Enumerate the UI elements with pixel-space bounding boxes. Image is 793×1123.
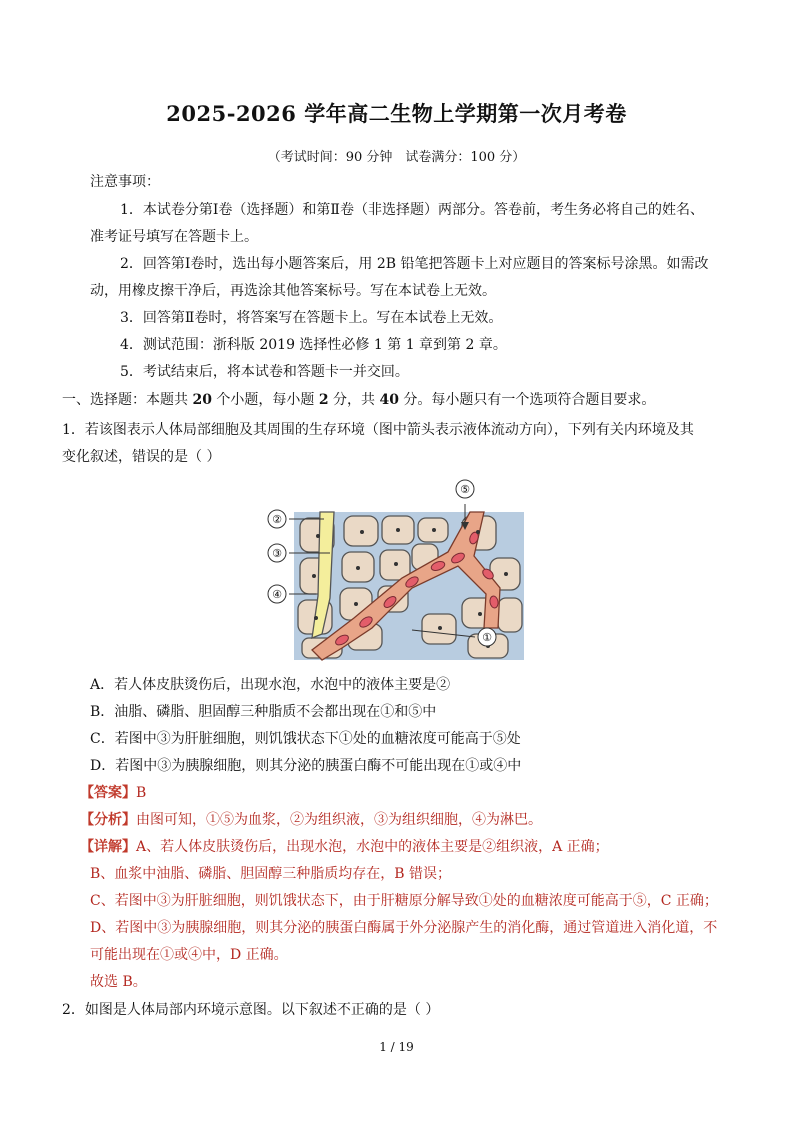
figure-label: ② — [272, 513, 282, 526]
figure-label: ⑤ — [460, 483, 470, 496]
question-2-stem: 2．如图是人体局部内环境示意图。以下叙述不正确的是（ ） — [62, 1002, 440, 1018]
figure-label: ④ — [272, 588, 282, 601]
question-1-stem: 1．若该图表示人体局部细胞及其周围的生存环境（图中箭头表示液体流动方向），下列有关内环境及其 — [62, 422, 694, 438]
tissue-diagram — [262, 478, 530, 664]
option-b: B．油脂、磷脂、胆固醇三种脂质不会都出现在①和⑤中 — [90, 704, 437, 720]
note-item: 1．本试卷分第Ⅰ卷（选择题）和第Ⅱ卷（非选择题）两部分。答卷前，考生务必将自己的姓名、 — [120, 202, 704, 218]
detail-line: 故选 B。 — [90, 974, 147, 990]
notes-heading: 注意事项： — [90, 174, 160, 190]
section-heading: 一、选择题：本题共 20 个小题，每小题 2 分，共 40 分。每小题只有一个选项符合题目要求。 — [62, 392, 656, 408]
note-item: 动，用橡皮擦干净后，再选涂其他答案标号。写在本试卷上无效。 — [90, 283, 496, 299]
answer-line: 【答案】B — [80, 785, 147, 801]
figure-label: ① — [482, 631, 492, 644]
option-d: D．若图中③为胰腺细胞，则其分泌的胰蛋白酶不可能出现在①或④中 — [90, 758, 522, 774]
option-c: C．若图中③为肝脏细胞，则饥饿状态下①处的血糖浓度可能高于⑤处 — [90, 731, 521, 747]
note-item: 3．回答第Ⅱ卷时，将答案写在答题卡上。写在本试卷上无效。 — [120, 310, 503, 326]
note-item: 5．考试结束后，将本试卷和答题卡一并交回。 — [120, 364, 409, 380]
detail-line: 【详解】A、若人体皮肤烫伤后，出现水泡，水泡中的液体主要是②组织液，A 正确； — [80, 839, 609, 855]
page-number: 1 / 19 — [379, 1040, 414, 1054]
detail-line: D、若图中③为胰腺细胞，则其分泌的胰蛋白酶属于外分泌腺产生的消化酶，通过管道进入消化道，不 — [90, 920, 718, 936]
question-1-stem-cont: 变化叙述，错误的是（ ） — [62, 449, 221, 465]
figure-label: ③ — [272, 547, 282, 560]
note-item: 准考证号填写在答题卡上。 — [90, 229, 258, 245]
detail-line: C、若图中③为肝脏细胞，则饥饿状态下，由于肝糖原分解导致①处的血糖浓度可能高于⑤，C 正确； — [90, 893, 718, 909]
note-item: 4．测试范围：浙科版 2019 选择性必修 1 第 1 章到第 2 章。 — [120, 337, 507, 353]
note-item: 2．回答第Ⅰ卷时，选出每小题答案后，用 2B 铅笔把答题卡上对应题目的答案标号涂黑。如需改 — [120, 256, 709, 272]
analysis-line: 【分析】由图可知，①⑤为血浆，②为组织液，③为组织细胞，④为淋巴。 — [80, 812, 542, 828]
detail-line: B、血浆中油脂、磷脂、胆固醇三种脂质均存在，B 错误； — [90, 866, 452, 882]
exam-subtitle: （考试时间：90 分钟 试卷满分：100 分） — [267, 150, 526, 165]
exam-title: 2025-2026 学年高二生物上学期第一次月考卷 — [166, 101, 627, 126]
option-a: A．若人体皮肤烫伤后，出现水泡，水泡中的液体主要是② — [90, 677, 451, 693]
detail-line: 可能出现在①或④中，D 正确。 — [90, 947, 288, 963]
